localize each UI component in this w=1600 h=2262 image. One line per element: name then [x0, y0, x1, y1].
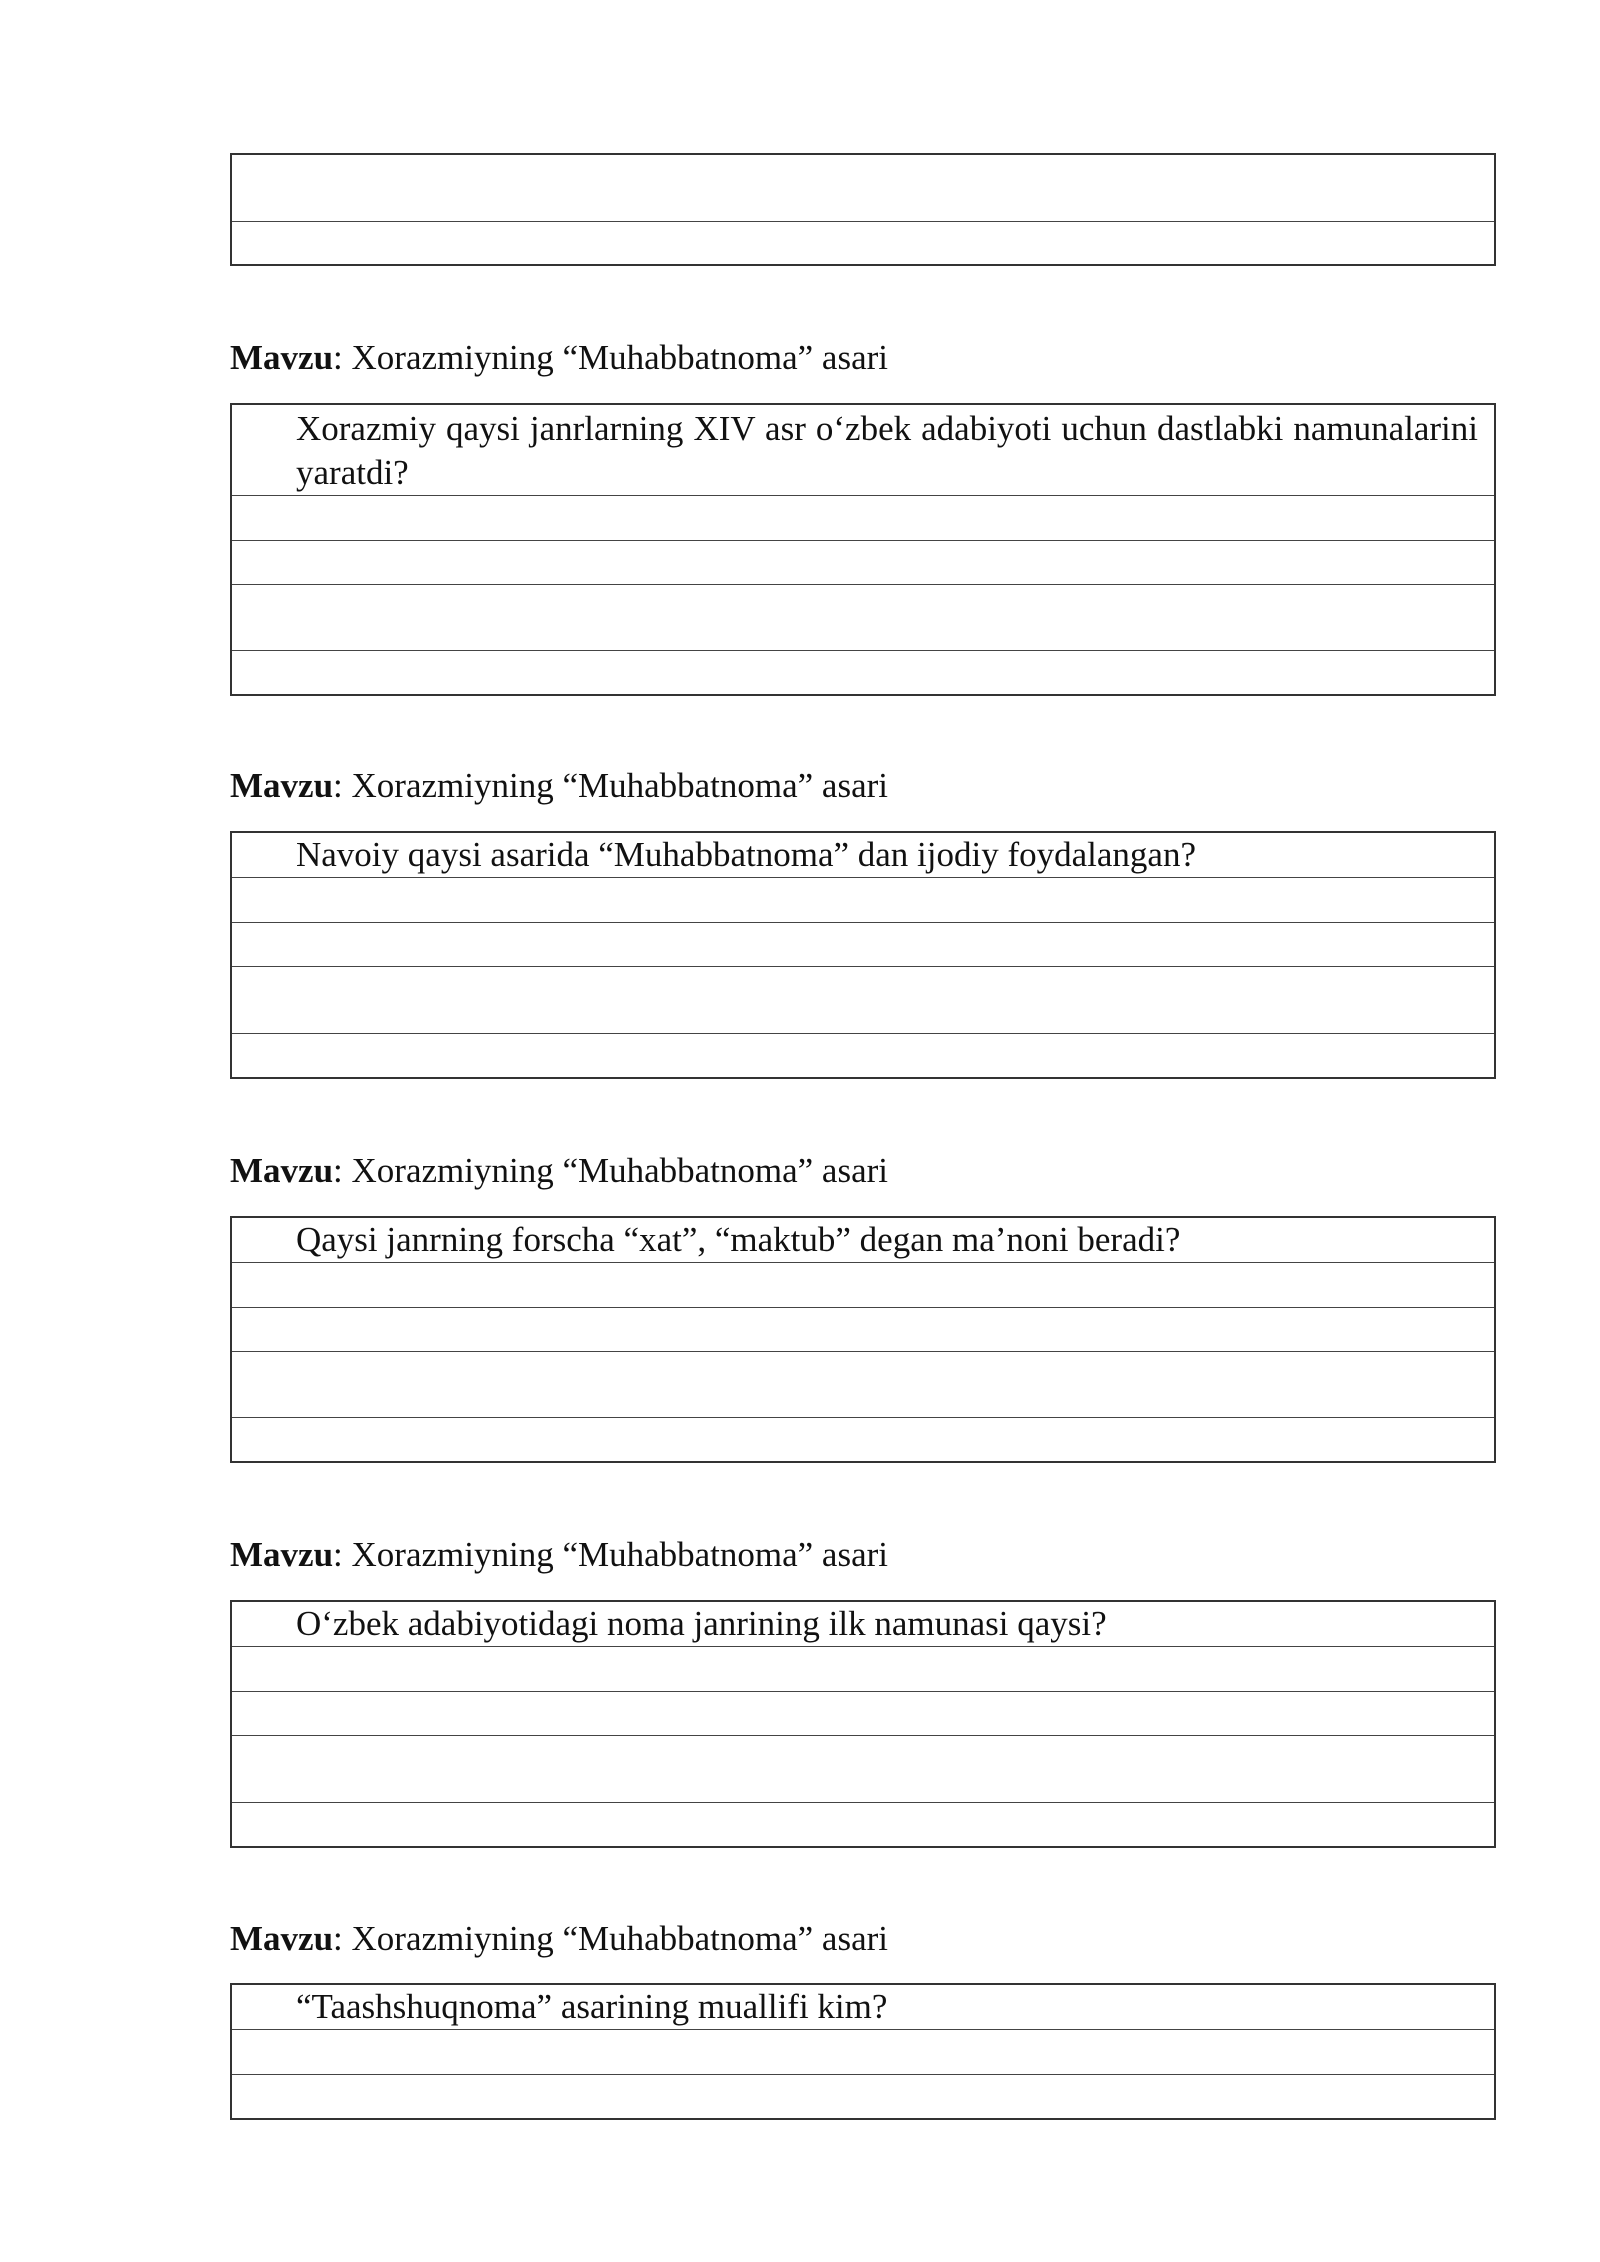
- answer-row[interactable]: [232, 1262, 1494, 1307]
- answer-row[interactable]: [232, 877, 1494, 922]
- answer-row[interactable]: [232, 1646, 1494, 1691]
- question-row: [232, 405, 1494, 495]
- answer-row[interactable]: [232, 1351, 1494, 1417]
- heading-label: Mavzu: [230, 766, 334, 805]
- heading-label: Mavzu: [230, 1535, 334, 1574]
- question-row: [232, 1218, 1494, 1262]
- heading-topic: : Xorazmiyning “Muhabbatnoma” asari: [333, 1535, 889, 1574]
- answer-row[interactable]: [232, 2074, 1494, 2118]
- heading-label: Mavzu: [230, 1151, 334, 1190]
- heading-topic: : Xorazmiyning “Muhabbatnoma” asari: [333, 338, 889, 377]
- heading-topic: : Xorazmiyning “Muhabbatnoma” asari: [333, 766, 889, 805]
- section-heading-2: [230, 766, 888, 806]
- answer-row[interactable]: [232, 495, 1494, 540]
- question-text: “Taashshuqnoma” asarining muallifi kim?: [296, 1987, 888, 2026]
- answer-row[interactable]: [232, 1691, 1494, 1735]
- answer-row[interactable]: [232, 584, 1494, 650]
- question-table-1: [230, 403, 1496, 696]
- question-text: O‘zbek adabiyotidagi noma janrining ilk namunasi qaysi?: [296, 1604, 1107, 1643]
- question-text: Navoiy qaysi asarida “Muhabbatnoma” dan ijodiy foydalangan?: [296, 835, 1196, 874]
- answer-row[interactable]: [232, 1735, 1494, 1802]
- answer-row[interactable]: [232, 1417, 1494, 1461]
- answer-row[interactable]: [232, 1802, 1494, 1846]
- section-heading-3: [230, 1151, 888, 1191]
- question-table-2: [230, 831, 1496, 1079]
- question-row: [232, 833, 1494, 877]
- answer-row[interactable]: [232, 2029, 1494, 2074]
- answer-row[interactable]: [232, 1033, 1494, 1077]
- answer-row[interactable]: [232, 540, 1494, 584]
- section-heading-1: [230, 338, 888, 378]
- answer-row[interactable]: [232, 966, 1494, 1033]
- heading-topic: : Xorazmiyning “Muhabbatnoma” asari: [333, 1151, 889, 1190]
- heading-label: Mavzu: [230, 1919, 334, 1958]
- question-text: Xorazmiy qaysi janrlarning XIV asr o‘zbek adabiyoti uchun dastlabki namunalarini yaratdi?: [296, 409, 1478, 492]
- section-heading-5: [230, 1919, 888, 1959]
- question-table-3: [230, 1216, 1496, 1463]
- question-table-4: [230, 1600, 1496, 1848]
- answer-row[interactable]: [232, 650, 1494, 694]
- heading-topic: : Xorazmiyning “Muhabbatnoma” asari: [333, 1919, 889, 1958]
- question-row: [232, 1985, 1494, 2029]
- question-table-5: [230, 1983, 1496, 2120]
- answer-row[interactable]: [232, 922, 1494, 966]
- answer-row[interactable]: [232, 221, 1494, 264]
- answer-row[interactable]: [232, 155, 1494, 221]
- heading-label: Mavzu: [230, 338, 334, 377]
- answer-row[interactable]: [232, 1307, 1494, 1351]
- answer-table-0: [230, 153, 1496, 266]
- question-text: Qaysi janrning forscha “xat”, “maktub” degan ma’noni beradi?: [296, 1220, 1181, 1259]
- section-heading-4: [230, 1535, 888, 1575]
- question-row: [232, 1602, 1494, 1646]
